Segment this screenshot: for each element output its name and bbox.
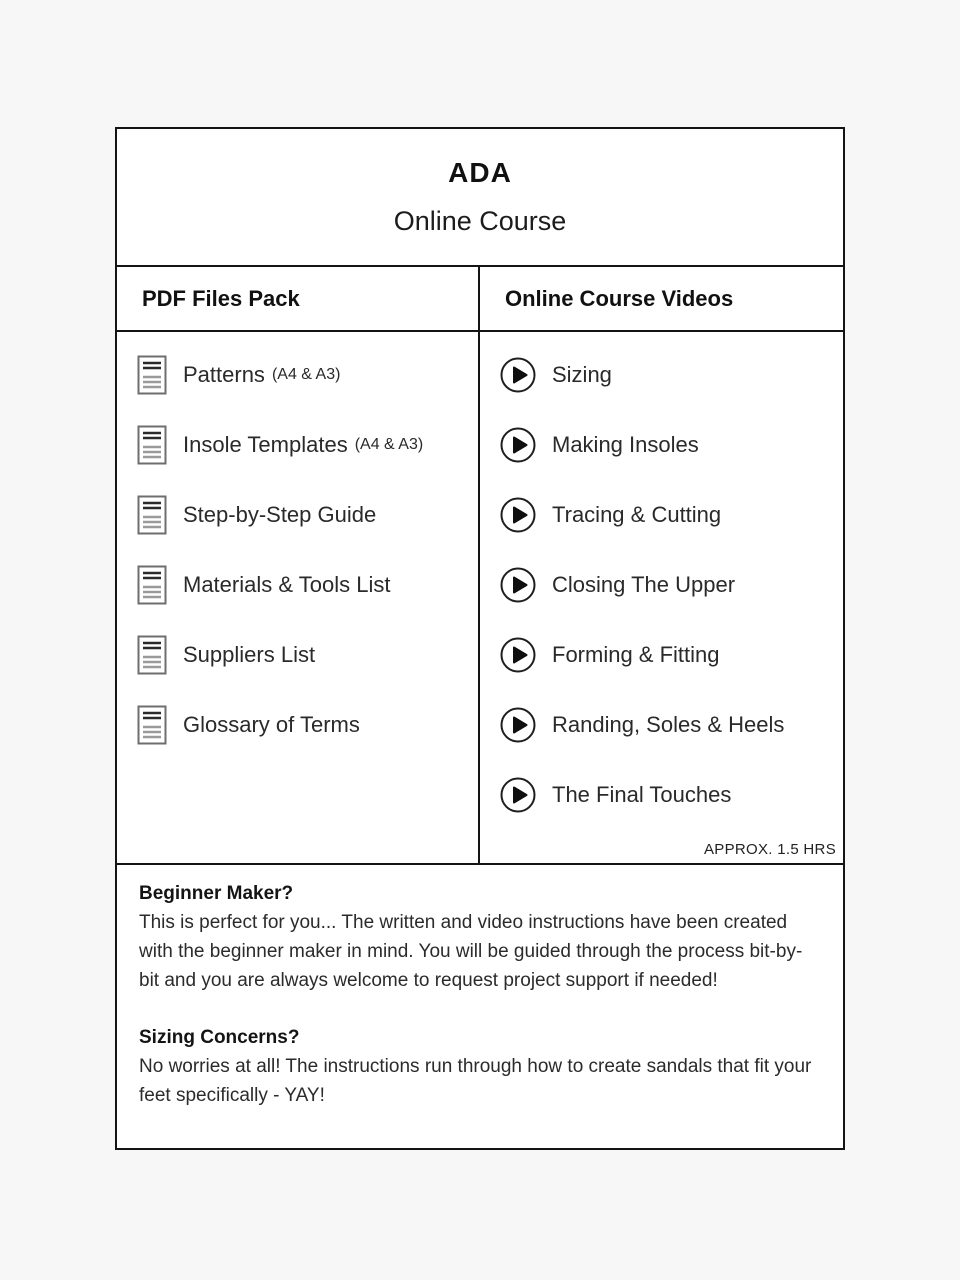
pdf-item-row — [117, 340, 478, 410]
play-circle-icon[interactable] — [500, 357, 536, 393]
sizing-concerns-heading: Sizing Concerns? — [139, 1027, 300, 1048]
course-card — [115, 127, 845, 1150]
document-icon — [137, 565, 167, 605]
pdf-column-header: PDF Files Pack — [117, 267, 480, 330]
video-item-row — [480, 410, 843, 480]
pdf-item-note: (A4 & A3) — [271, 366, 341, 383]
pdf-item-row — [117, 690, 478, 760]
pdf-files-list — [117, 332, 480, 863]
sizing-concerns-section — [139, 1023, 821, 1110]
video-item-row — [480, 620, 843, 690]
beginner-maker-body: This is perfect for you... The written and video instructions have been created with the beginner maker in mind. You will be guided through the process bit-by-bit and you are always welcome to request project support if needed! — [139, 912, 803, 991]
document-icon — [137, 635, 167, 675]
page-subtitle: Online Course — [393, 206, 567, 236]
pdf-item-label: Step-by-Step Guide — [183, 502, 377, 527]
pdf-item-row — [117, 550, 478, 620]
video-item-label: The Final Touches — [552, 782, 732, 807]
videos-column-header: Online Course Videos — [505, 285, 734, 311]
beginner-maker-section — [139, 879, 821, 995]
card-header — [117, 129, 843, 267]
info-section — [117, 865, 843, 1110]
document-icon — [137, 425, 167, 465]
play-circle-icon[interactable] — [500, 637, 536, 673]
video-item-row — [480, 760, 843, 830]
pdf-item-label: Materials & Tools List — [183, 572, 391, 597]
document-icon — [137, 705, 167, 745]
play-circle-icon[interactable] — [500, 427, 536, 463]
pdf-item-row — [117, 410, 478, 480]
video-item-label: Sizing — [552, 362, 612, 387]
play-circle-icon[interactable] — [500, 777, 536, 813]
play-circle-icon[interactable] — [500, 567, 536, 603]
pdf-item-note: (A4 & A3) — [354, 436, 424, 453]
video-item-row — [480, 690, 843, 760]
page-title: ADA — [448, 157, 512, 188]
video-item-label: Making Insoles — [552, 432, 699, 457]
document-icon — [137, 495, 167, 535]
video-item-label: Closing The Upper — [552, 572, 736, 597]
duration-note: APPROX. 1.5 HRS — [703, 841, 836, 858]
pdf-item-label: Patterns — [183, 362, 265, 387]
pdf-item-row — [117, 620, 478, 690]
video-item-label: Tracing & Cutting — [552, 502, 722, 527]
sizing-concerns-body: No worries at all! The instructions run through how to create sandals that fit your feet specifically - YAY! — [139, 1056, 812, 1106]
pdf-item-label: Glossary of Terms — [183, 712, 360, 737]
pdf-item-row — [117, 480, 478, 550]
card-content — [117, 332, 843, 865]
pdf-item-label: Insole Templates — [183, 432, 348, 457]
pdf-item-label: Suppliers List — [183, 642, 316, 667]
play-circle-icon[interactable] — [500, 497, 536, 533]
video-list — [480, 332, 843, 863]
video-item-row — [480, 550, 843, 620]
video-item-label: Forming & Fitting — [552, 642, 720, 667]
column-header-row — [117, 267, 843, 332]
video-item-label: Randing, Soles & Heels — [552, 712, 785, 737]
video-item-row — [480, 480, 843, 550]
document-icon — [137, 355, 167, 395]
play-circle-icon[interactable] — [500, 707, 536, 743]
video-item-row — [480, 340, 843, 410]
beginner-maker-heading: Beginner Maker? — [139, 883, 294, 904]
